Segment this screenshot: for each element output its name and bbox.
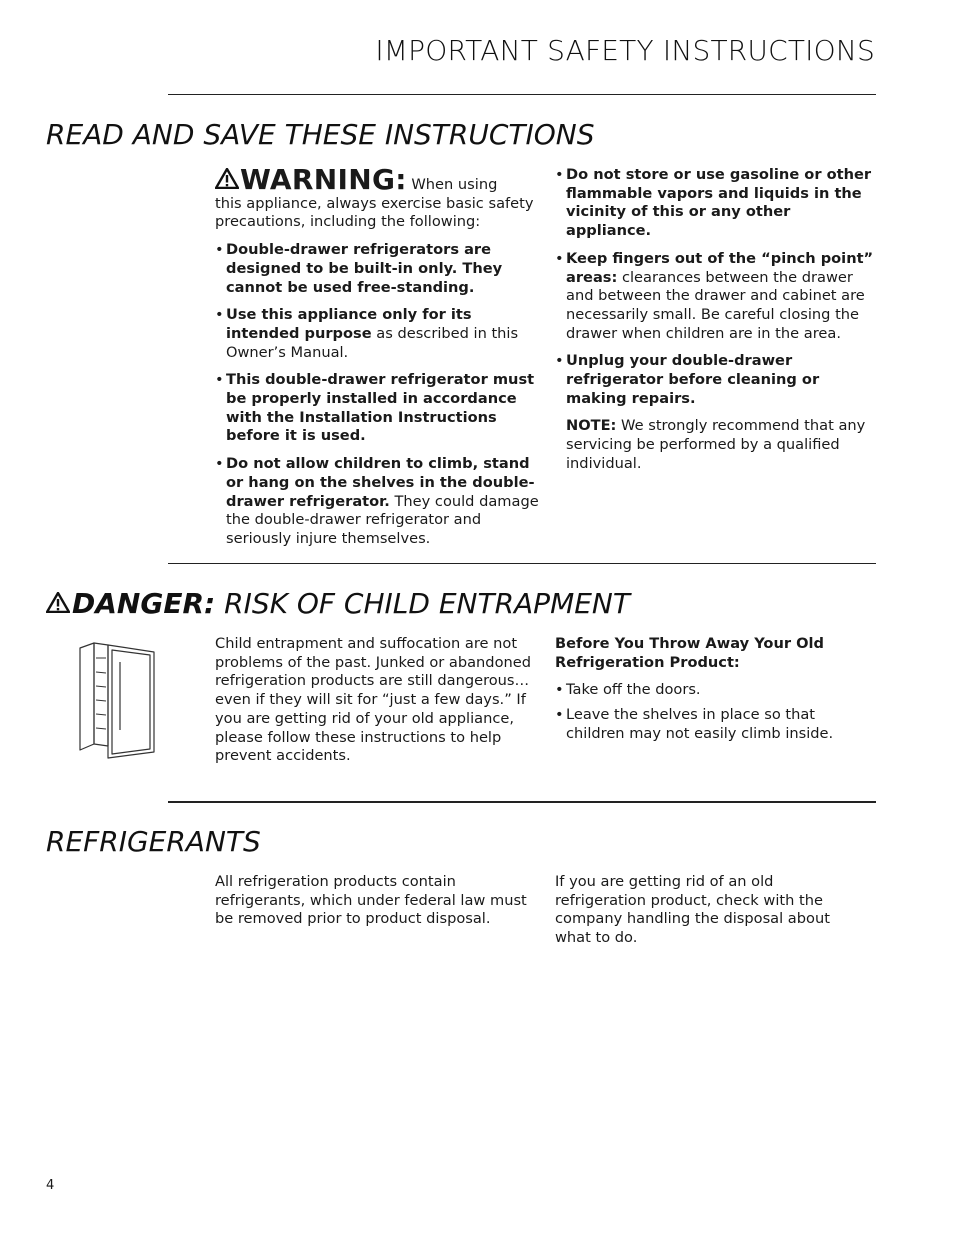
warning-bullet-built-in: • Double-drawer refrigerators are designed to be built-in only. They cannot be used free-standing. (215, 241, 503, 296)
page-header-title: IMPORTANT SAFETY INSTRUCTIONS (375, 34, 875, 67)
header-divider (168, 94, 876, 95)
danger-title-text: RISK OF CHILD ENTRAPMENT (215, 587, 630, 620)
warning-right-column (555, 166, 875, 474)
danger-left-column (215, 635, 533, 766)
refrigerator-illustration (76, 640, 158, 760)
warning-bullet-pinch-point: • Keep fingers out of the “pinch point” areas: clearances between the drawer and between the drawer and cabinet are necessarily small. Be careful closing the drawer when children are in the area. (555, 249, 874, 342)
refrigerants-right-column (555, 873, 867, 948)
danger-right-heading: Before You Throw Away Your Old Refrigeration Product: (555, 635, 824, 671)
warning-label: WARNING: (240, 163, 407, 196)
refrigerants-right-text: If you are getting rid of an old refrigeration product, check with the company handling the disposal about what to do. (555, 873, 830, 947)
refrigerants-divider (168, 801, 876, 803)
warning-intro (215, 163, 540, 232)
warning-intro-line-2: this appliance, always exercise basic safety precautions, including the following: (215, 194, 534, 231)
danger-body-text: Child entrapment and suffocation are not problems of the past. Junked or abandoned refrigeration products are still dangerous…even if they will sit for “just a few days.” If you are getting rid of your old appliance, please follow these instructions to help prevent accidents. (215, 635, 531, 765)
danger-right-column (555, 635, 877, 744)
danger-bullet-doors: • Take off the doors. (555, 681, 701, 699)
warning-bullet-intended-purpose: • Use this appliance only for its intended purpose as described in this Owner’s Manual. (215, 306, 519, 361)
warning-intro-line-1: When using (411, 176, 498, 193)
read-save-section-title: READ AND SAVE THESE INSTRUCTIONS (46, 118, 595, 151)
danger-divider (168, 563, 876, 564)
warning-bullet-gasoline: • Do not store or use gasoline or other flammable vapors and liquids in the vicinity of this or any other appliance. (555, 166, 872, 240)
warning-bullet-children-climb: • Do not allow children to climb, stand or hang on the shelves in the double-drawer refrigerator. They could damage the double-drawer refrigerator and seriously injure themselves. (215, 455, 539, 547)
danger-label: DANGER: (72, 587, 216, 620)
danger-bullet-shelves: • Leave the shelves in place so that children may not easily climb inside. (555, 706, 834, 742)
warning-bullet-unplug: • Unplug your double-drawer refrigerator before cleaning or making repairs. (555, 352, 820, 407)
danger-section-title (46, 587, 630, 620)
page-number: 4 (46, 1178, 55, 1193)
danger-triangle-icon (46, 592, 70, 613)
warning-note: NOTE: We strongly recommend that any servicing be performed by a qualified individual. (566, 417, 866, 472)
warning-left-column (215, 163, 540, 549)
refrigerants-left-text: All refrigeration products contain refrigerants, which under federal law must be removed prior to product disposal. (215, 873, 527, 928)
warning-bullet-installation: • This double-drawer refrigerator must be properly installed in accordance with the Installation Instructions before it is used. (215, 371, 535, 445)
warning-triangle-icon (215, 168, 239, 189)
refrigerants-left-column (215, 873, 533, 929)
refrigerants-section-title: REFRIGERANTS (46, 825, 261, 858)
